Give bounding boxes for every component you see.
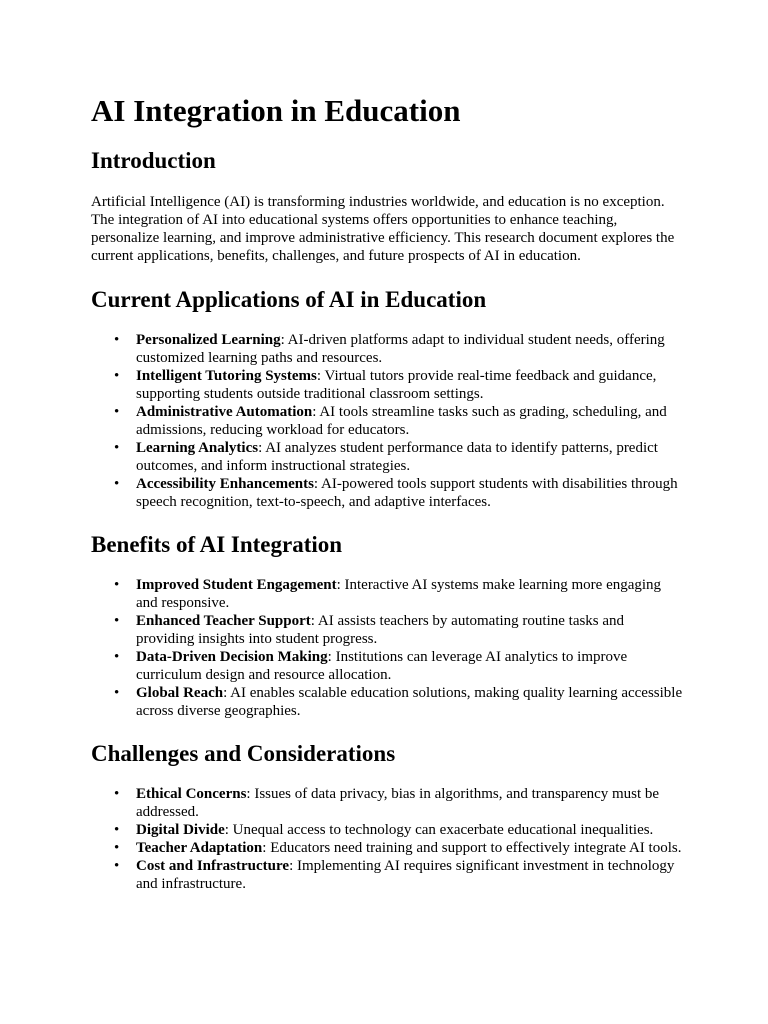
list-item — [114, 331, 683, 367]
bullet-icon: • — [114, 649, 120, 665]
list-item — [114, 785, 683, 821]
bullet-icon: • — [114, 476, 120, 492]
bullet-icon: • — [114, 858, 120, 874]
document-page — [91, 92, 683, 893]
list-item-term: Learning Analytics — [136, 440, 259, 456]
list-item-description: : AI-driven platforms adapt to individual student needs, offering customized learning paths and resources. — [136, 332, 665, 366]
introduction-paragraph: Artificial Intelligence (AI) is transforming industries worldwide, and education is no exception. The integration of AI into educational systems offers opportunities to enhance teaching, personalize learning, and improve administrative efficiency. This research document explores the current applications, benefits, challenges, and future prospects of AI in education. — [91, 194, 675, 264]
bullet-icon: • — [114, 440, 120, 456]
list-item-term: Data-Driven Decision Making — [136, 649, 328, 665]
bullet-icon: • — [114, 577, 120, 593]
list-item — [114, 475, 683, 511]
list-item — [114, 857, 683, 893]
list-item — [114, 821, 683, 839]
list-item — [114, 684, 683, 720]
bullet-icon: • — [114, 840, 120, 856]
benefits-list — [91, 576, 683, 720]
list-item-description: : AI-powered tools support students with disabilities through speech recognition, text-to-speech, and adaptive interfaces. — [136, 476, 678, 510]
bullet-icon: • — [114, 332, 120, 348]
list-item-description: : Institutions can leverage AI analytics to improve curriculum design and resource allocation. — [136, 649, 628, 683]
bullet-icon: • — [114, 368, 120, 384]
list-item-term: Accessibility Enhancements — [136, 476, 314, 492]
list-item-description: : AI enables scalable education solutions, making quality learning accessible across diverse geographies. — [136, 685, 683, 719]
bullet-icon: • — [114, 685, 120, 701]
list-item-description: : Implementing AI requires significant investment in technology and infrastructure. — [136, 858, 675, 892]
list-item — [114, 576, 683, 612]
list-item — [114, 648, 683, 684]
list-item-term: Improved Student Engagement — [136, 577, 337, 593]
list-item-term: Personalized Learning — [136, 332, 281, 348]
document-title: AI Integration in Education — [91, 93, 461, 128]
list-item-term: Teacher Adaptation — [136, 840, 263, 856]
list-item-term: Digital Divide — [136, 822, 225, 838]
list-item-description: : Unequal access to technology can exacerbate educational inequalities. — [224, 822, 654, 838]
list-item-term: Administrative Automation — [136, 404, 313, 420]
bullet-icon: • — [114, 613, 120, 629]
list-item — [114, 403, 683, 439]
list-item-description: : Interactive AI systems make learning more engaging and responsive. — [136, 577, 662, 611]
list-item-term: Cost and Infrastructure — [136, 858, 290, 874]
applications-list — [91, 331, 683, 511]
list-item-description: : Educators need training and support to effectively integrate AI tools. — [262, 840, 682, 856]
list-item-description: : AI assists teachers by automating routine tasks and providing insights into student progress. — [136, 613, 625, 647]
benefits-heading: Benefits of AI Integration — [91, 532, 343, 557]
applications-heading: Current Applications of AI in Education — [91, 287, 487, 312]
list-item-description: : Virtual tutors provide real-time feedback and guidance, supporting students outside traditional classroom settings. — [136, 368, 657, 402]
bullet-icon: • — [114, 404, 120, 420]
introduction-heading: Introduction — [91, 148, 216, 173]
list-item-term: Enhanced Teacher Support — [136, 613, 311, 629]
list-item — [114, 612, 683, 648]
challenges-list — [91, 785, 683, 893]
list-item-description: : AI tools streamline tasks such as grading, scheduling, and admissions, reducing workload for educators. — [136, 404, 667, 438]
list-item — [114, 367, 683, 403]
list-item — [114, 839, 683, 857]
list-item — [114, 439, 683, 475]
list-item-term: Intelligent Tutoring Systems — [136, 368, 317, 384]
list-item-description: : AI analyzes student performance data to identify patterns, predict outcomes, and inform instructional strategies. — [136, 440, 658, 474]
list-item-term: Ethical Concerns — [136, 786, 247, 802]
bullet-icon: • — [114, 822, 120, 838]
list-item-description: : Issues of data privacy, bias in algorithms, and transparency must be addressed. — [136, 786, 660, 820]
challenges-heading: Challenges and Considerations — [91, 741, 396, 766]
list-item-term: Global Reach — [136, 685, 224, 701]
bullet-icon: • — [114, 786, 120, 802]
